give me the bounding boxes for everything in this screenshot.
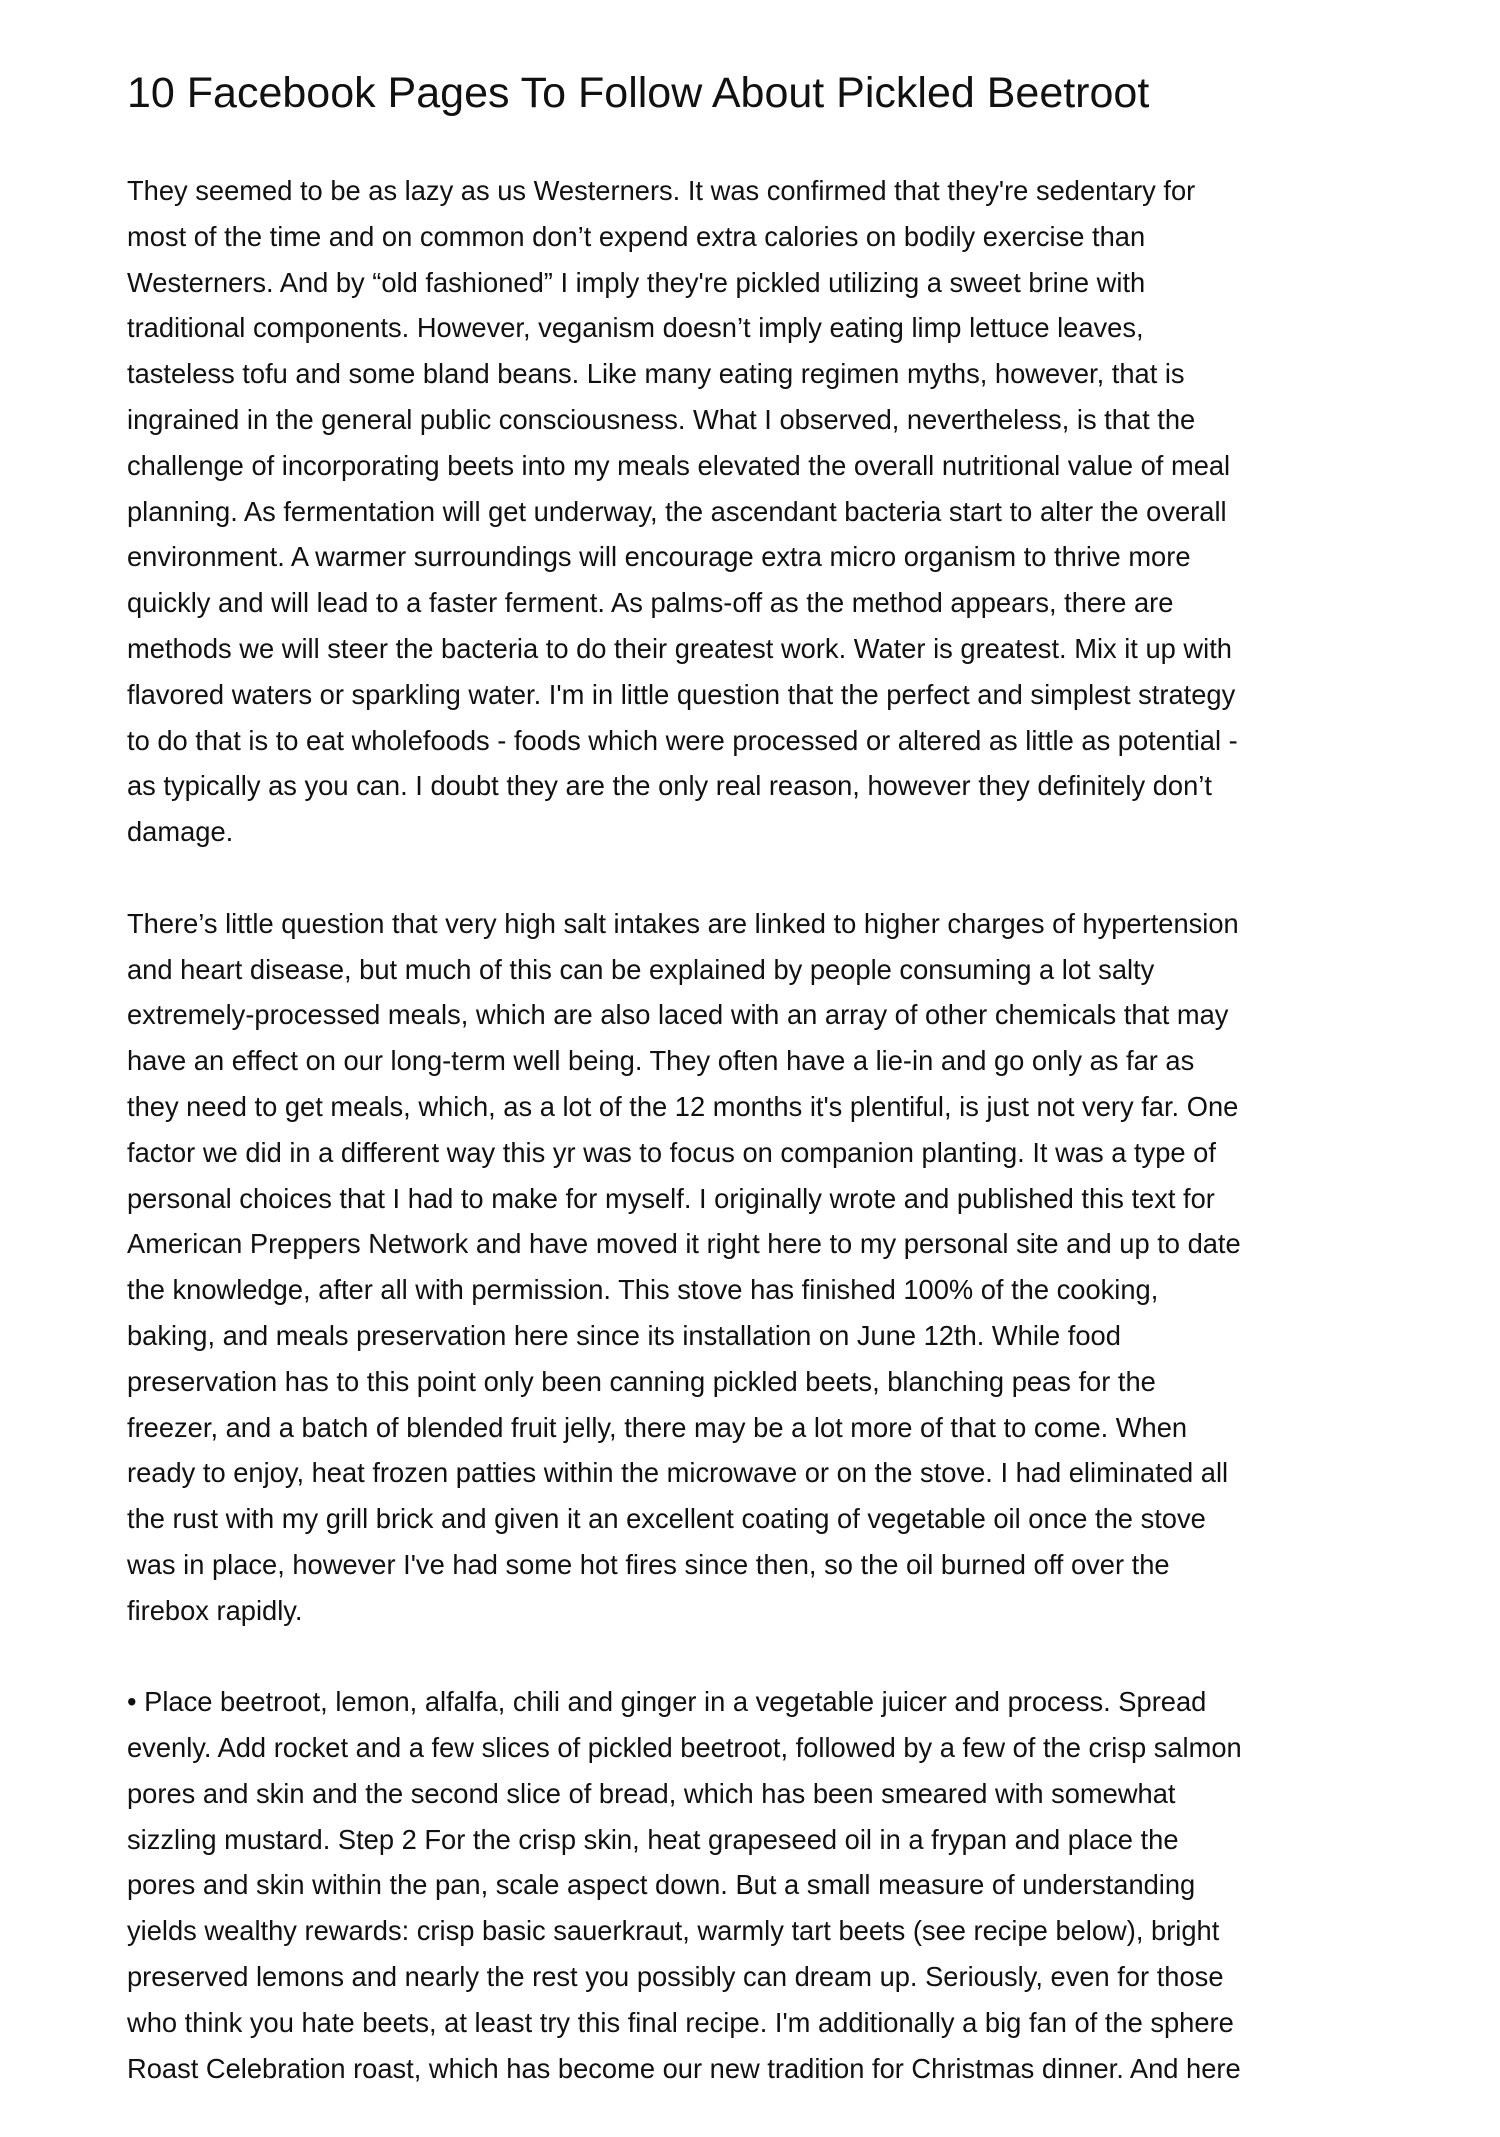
text-line: evenly. Add rocket and a few slices of pickled beetroot, followed by a few of the crisp salmon — [127, 1732, 1242, 1764]
article-body — [127, 168, 1427, 2137]
text-line: flavored waters or sparkling water. I'm in little question that the perfect and simplest strategy — [127, 678, 1236, 710]
text-line: • Place beetroot, lemon, alfalfa, chili and ginger in a vegetable juicer and process. Spread — [127, 1686, 1207, 1718]
text-line: quickly and will lead to a faster ferment. As palms-off as the method appears, there are — [127, 587, 1174, 619]
text-line: ready to enjoy, heat frozen patties within the microwave or on the stove. I had eliminated all — [127, 1457, 1229, 1489]
text-line: the knowledge, after all with permission. This stove has finished 100% of the cooking, — [127, 1274, 1159, 1306]
text-line: methods we will steer the bacteria to do their greatest work. Water is greatest. Mix it up with — [127, 632, 1232, 664]
text-line: as typically as you can. I doubt they are the only real reason, however they definitely don’t — [127, 770, 1212, 802]
text-line: most of the time and on common don’t expend extra calories on bodily exercise than — [127, 220, 1146, 252]
text-line: traditional components. However, veganism doesn’t imply eating limp lettuce leaves, — [127, 312, 1144, 344]
text-line: American Preppers Network and have moved it right here to my personal site and up to date — [127, 1228, 1241, 1260]
text-line: yields wealthy rewards: crisp basic sauerkraut, warmly tart beets (see recipe below), bright — [127, 1915, 1220, 1947]
text-line: preservation has to this point only been canning pickled beets, blanching peas for the — [127, 1365, 1156, 1397]
text-line: they need to get meals, which, as a lot of the 12 months it's plentiful, is just not very far. One — [127, 1090, 1239, 1122]
text-line: Westerners. And by “old fashioned” I imply they're pickled utilizing a sweet brine with — [127, 266, 1146, 298]
text-line: factor we did in a different way this yr was to focus on companion planting. It was a type of — [127, 1136, 1216, 1168]
text-line: They seemed to be as lazy as us Westerners. It was confirmed that they're sedentary for — [127, 175, 1196, 206]
paragraph — [127, 168, 1427, 855]
text-line: and heart disease, but much of this can be explained by people consuming a lot salty — [127, 953, 1155, 985]
text-line: pores and skin within the pan, scale aspect down. But a small measure of understanding — [127, 1869, 1196, 1901]
text-line: the rust with my grill brick and given it an excellent coating of vegetable oil once the stove — [127, 1503, 1206, 1535]
paragraph — [127, 901, 1427, 1634]
text-line: firebox rapidly. — [127, 1594, 303, 1626]
text-line: freezer, and a batch of blended fruit jelly, there may be a lot more of that to come. When — [127, 1411, 1188, 1443]
text-line: was in place, however I've had some hot fires since then, so the oil burned off over the — [127, 1548, 1170, 1580]
text-line: planning. As fermentation will get underway, the ascendant bacteria start to alter the overall — [127, 495, 1227, 527]
text-line: have an effect on our long-term well being. They often have a lie-in and go only as far as — [127, 1045, 1195, 1077]
page-title: 10 Facebook Pages To Follow About Pickled Beetroot — [127, 69, 1150, 117]
text-line: There’s little question that very high salt intakes are linked to higher charges of hypertension — [127, 907, 1239, 939]
text-line: preserved lemons and nearly the rest you possibly can dream up. Seriously, even for those — [127, 1961, 1224, 1993]
text-line: Roast Celebration roast, which has become our new tradition for Christmas dinner. And here — [127, 2052, 1241, 2084]
text-line: pores and skin and the second slice of bread, which has been smeared with somewhat — [127, 1777, 1176, 1809]
text-line: damage. — [127, 816, 234, 848]
text-line: who think you hate beets, at least try this final recipe. I'm additionally a big fan of the sphere — [127, 2006, 1234, 2038]
text-line: personal choices that I had to make for myself. I originally wrote and published this text for — [127, 1182, 1215, 1214]
paragraph — [127, 1679, 1427, 2091]
text-line: to do that is to eat wholefoods - foods which were processed or altered as little as potential - — [127, 724, 1238, 756]
text-line: challenge of incorporating beets into my meals elevated the overall nutritional value of meal — [127, 449, 1231, 481]
text-line: tasteless tofu and some bland beans. Like many eating regimen myths, however, that is — [127, 358, 1185, 390]
text-line: baking, and meals preservation here since its installation on June 12th. While food — [127, 1319, 1121, 1351]
text-line: sizzling mustard. Step 2 For the crisp skin, heat grapeseed oil in a frypan and place the — [127, 1823, 1179, 1855]
text-line: extremely-processed meals, which are also laced with an array of other chemicals that may — [127, 999, 1229, 1031]
text-line: environment. A warmer surroundings will encourage extra micro organism to thrive more — [127, 541, 1191, 573]
text-line: ingrained in the general public consciousness. What I observed, nevertheless, is that the — [127, 403, 1196, 435]
